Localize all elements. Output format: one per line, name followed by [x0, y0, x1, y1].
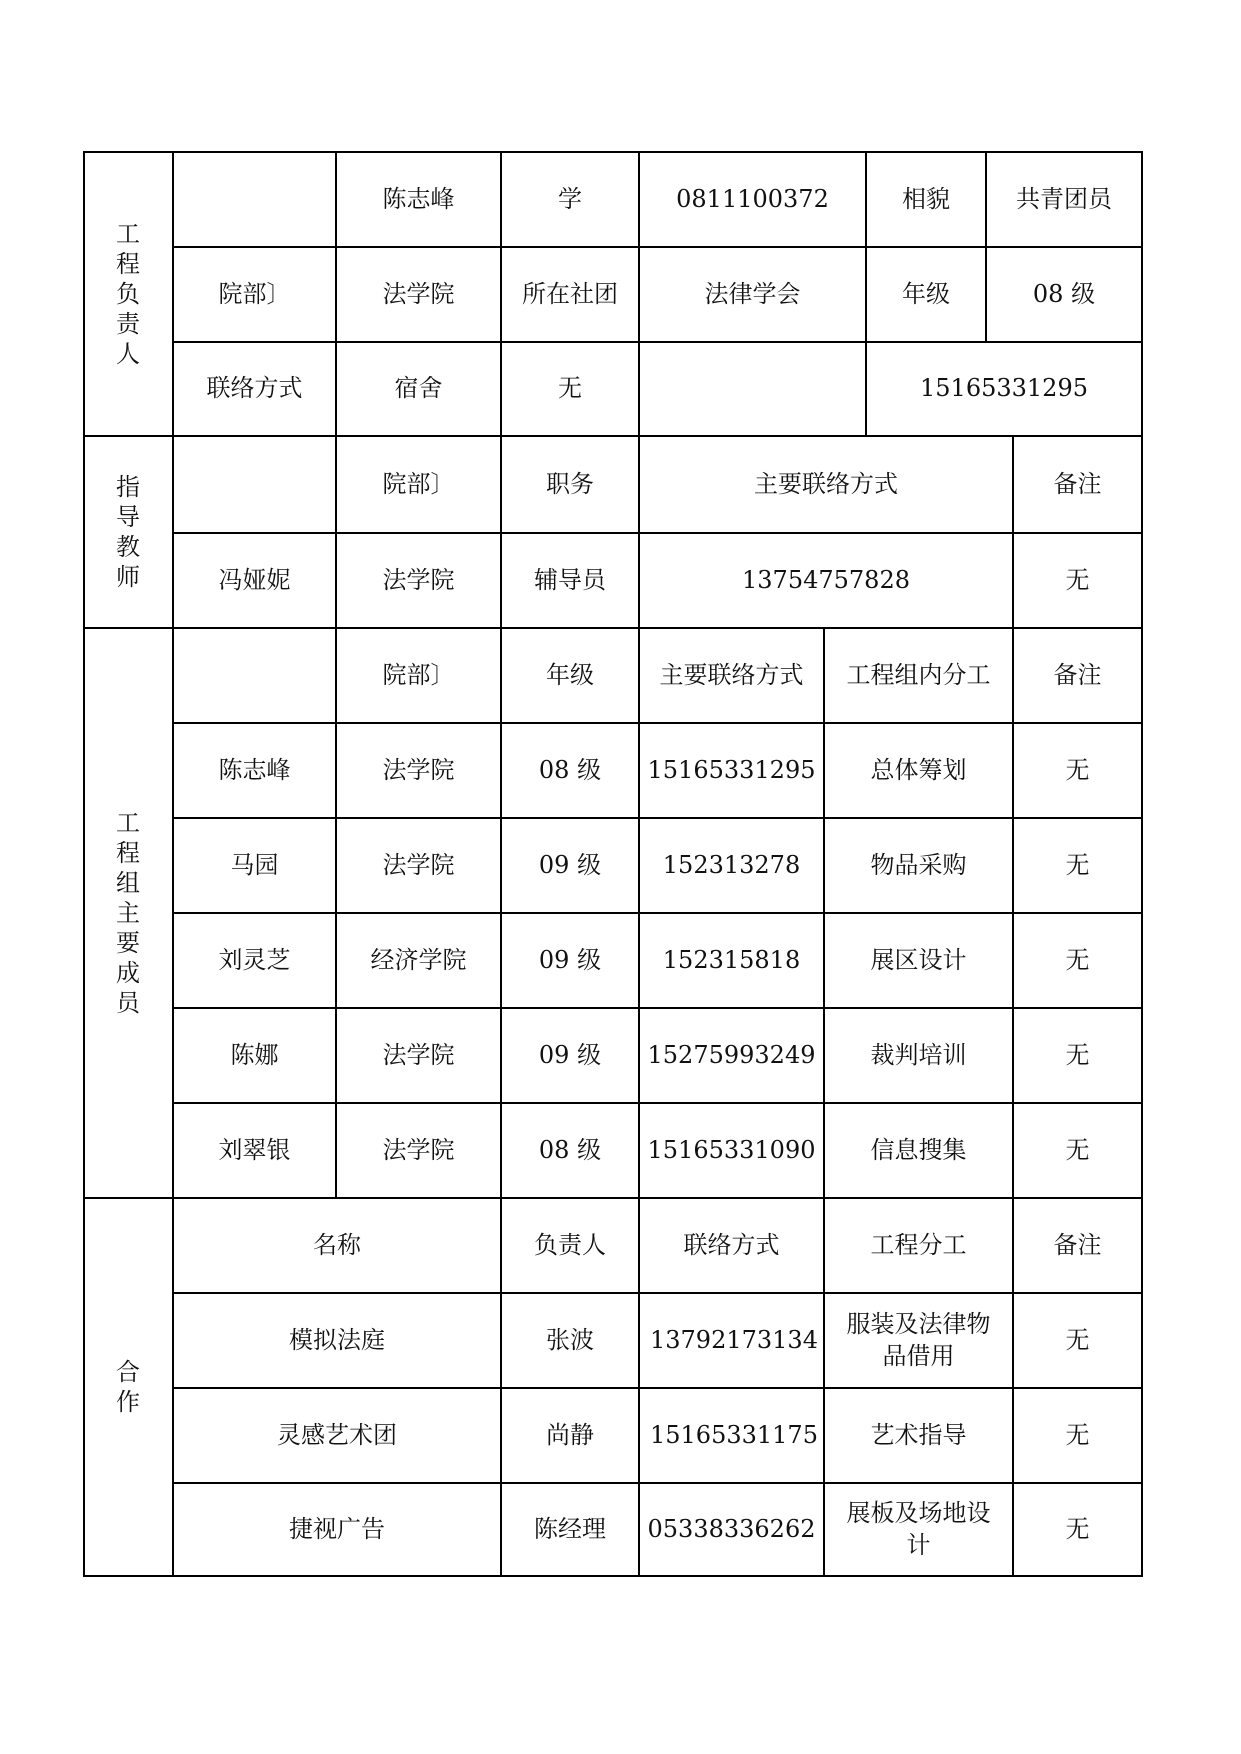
leader-student-id-label: 学 [558, 184, 582, 213]
leader-grade: 08 级 [1032, 279, 1096, 308]
leader-name: 陈志峰 [382, 184, 455, 213]
member-phone: 15165331295 [647, 755, 816, 784]
partner-remark: 无 [1065, 1325, 1090, 1354]
border-right [1141, 151, 1143, 1577]
member-duty: 信息搜集 [870, 1135, 967, 1164]
leader-club: 法律学会 [704, 279, 801, 308]
member-name: 刘灵芝 [218, 945, 291, 974]
leader-grade-label: 年级 [902, 279, 950, 308]
members-col-college: 院部〕 [382, 660, 455, 689]
partners-col-remark: 备注 [1053, 1230, 1102, 1259]
member-college: 法学院 [382, 850, 455, 879]
partners-col-name: 名称 [313, 1230, 361, 1259]
partner-leader: 尚静 [546, 1420, 594, 1449]
partners-col-contact: 联络方式 [683, 1230, 780, 1259]
member-remark: 无 [1065, 1135, 1090, 1164]
member-duty: 物品采购 [870, 850, 967, 879]
leader-contact-label: 联络方式 [206, 374, 303, 403]
advisor-col-position: 职务 [546, 469, 594, 498]
partner-name: 灵感艺术团 [277, 1420, 397, 1449]
advisor-col-remark: 备注 [1053, 469, 1102, 498]
partner-duty: 展板及场地设计 [846, 1499, 991, 1559]
member-college: 经济学院 [370, 945, 467, 974]
member-grade: 09 级 [538, 945, 602, 974]
member-phone: 152313278 [662, 850, 801, 879]
member-duty: 展区设计 [870, 945, 967, 974]
member-phone: 15275993249 [647, 1040, 816, 1069]
section-label-advisor: 指 导 教 师 [116, 472, 140, 591]
section-label-partners: 合 作 [116, 1358, 140, 1416]
partner-phone: 15165331175 [650, 1420, 818, 1449]
member-grade: 09 级 [538, 1040, 602, 1069]
member-name: 马园 [230, 850, 279, 879]
member-college: 法学院 [382, 1135, 455, 1164]
border-left [83, 151, 85, 1577]
advisor-remark: 无 [1065, 565, 1090, 594]
partner-leader: 张波 [546, 1325, 594, 1354]
members-col-grade: 年级 [546, 660, 594, 689]
member-grade: 08 级 [538, 755, 602, 784]
member-name: 刘翠银 [218, 1135, 291, 1164]
advisor-position: 辅导员 [534, 565, 606, 594]
member-duty: 裁判培训 [870, 1040, 967, 1069]
partner-name: 模拟法庭 [289, 1325, 385, 1354]
leader-dorm-label: 宿舍 [394, 374, 443, 403]
member-remark: 无 [1065, 1040, 1090, 1069]
member-grade: 09 级 [538, 850, 602, 879]
member-duty: 总体筹划 [870, 755, 967, 784]
advisor-name: 冯娅妮 [218, 565, 291, 594]
members-col-duty: 工程组内分工 [846, 660, 991, 689]
member-college: 法学院 [382, 755, 455, 784]
leader-politics-label: 相貌 [902, 184, 950, 213]
member-grade: 08 级 [538, 1135, 602, 1164]
partner-name: 捷视广告 [289, 1514, 385, 1543]
advisor-phone: 13754757828 [742, 565, 910, 594]
leader-college-label: 院部〕 [218, 279, 291, 308]
member-name: 陈娜 [230, 1040, 279, 1069]
border-bottom [83, 1575, 1143, 1577]
member-remark: 无 [1065, 945, 1090, 974]
members-col-remark: 备注 [1053, 660, 1102, 689]
member-remark: 无 [1065, 755, 1090, 784]
member-college: 法学院 [382, 1040, 455, 1069]
partner-leader: 陈经理 [534, 1514, 606, 1543]
members-col-contact: 主要联络方式 [659, 660, 804, 689]
partners-col-duty: 工程分工 [870, 1230, 967, 1259]
member-phone: 152315818 [662, 945, 801, 974]
advisor-col-contact: 主要联络方式 [754, 469, 898, 498]
partner-duty: 服装及法律物品借用 [846, 1310, 991, 1370]
advisor-col-college: 院部〕 [382, 469, 455, 498]
partner-phone: 13792173134 [650, 1325, 818, 1354]
leader-dorm: 无 [558, 374, 582, 403]
member-phone: 15165331090 [647, 1135, 816, 1164]
leader-club-label: 所在社团 [522, 279, 618, 308]
section-label-members: 工 程 组 主 要 成 员 [116, 808, 140, 1017]
partner-phone: 05338336262 [647, 1514, 816, 1543]
section-label-leader: 工 程 负 责 人 [116, 219, 140, 368]
partners-col-leader: 负责人 [534, 1230, 606, 1259]
leader-politics: 共青团员 [1016, 184, 1112, 213]
member-name: 陈志峰 [218, 755, 291, 784]
leader-student-id: 0811100372 [676, 184, 829, 213]
partner-duty: 艺术指导 [870, 1420, 967, 1449]
partner-remark: 无 [1065, 1514, 1090, 1543]
leader-college: 法学院 [382, 279, 455, 308]
partner-remark: 无 [1065, 1420, 1090, 1449]
member-remark: 无 [1065, 850, 1090, 879]
advisor-college: 法学院 [382, 565, 455, 594]
leader-phone: 15165331295 [920, 374, 1088, 403]
